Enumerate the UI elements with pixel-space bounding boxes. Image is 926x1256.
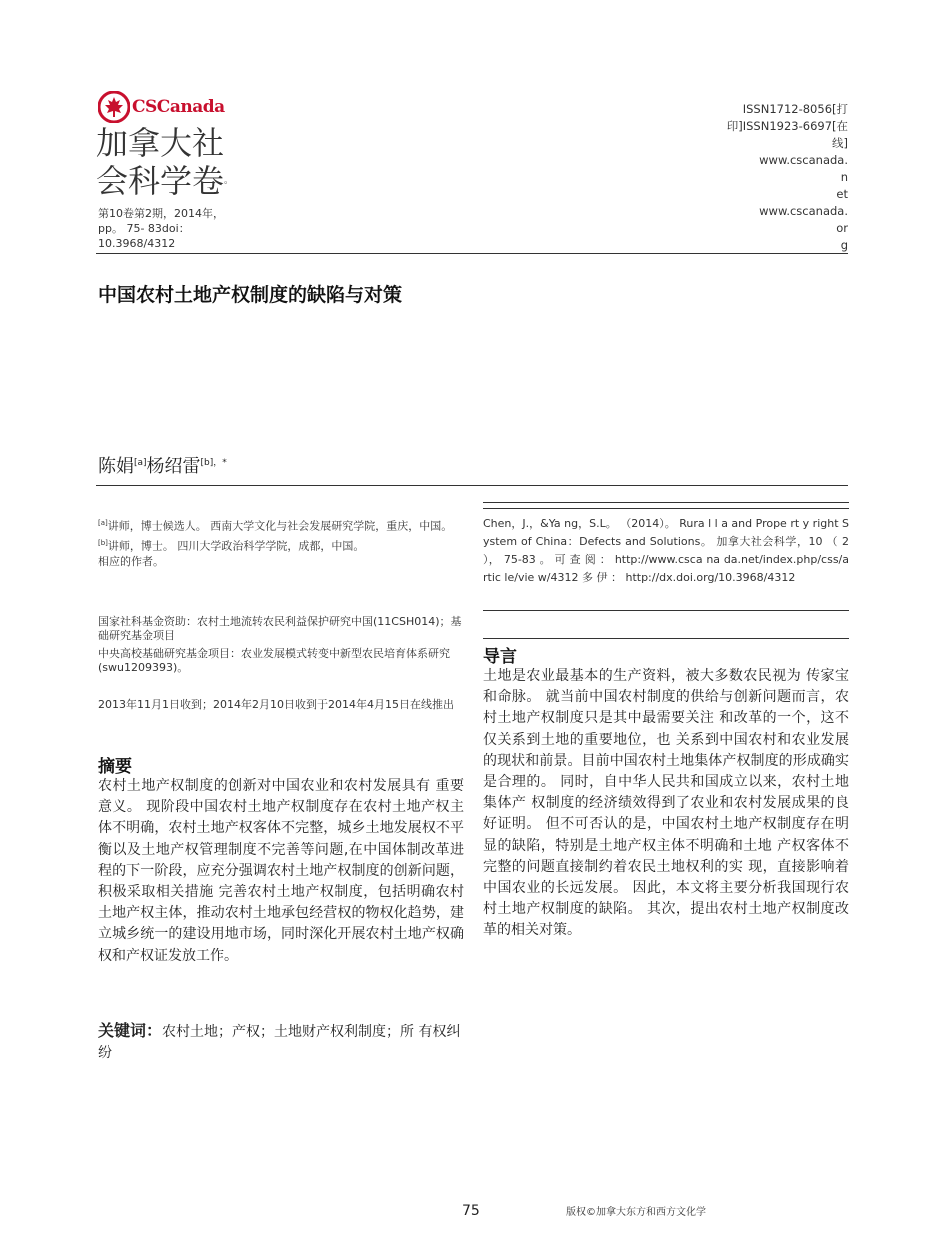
website-link[interactable]: www.cscanada.: [759, 153, 848, 167]
volume-info: 第10卷第2期，2014年，: [98, 207, 224, 220]
authors-divider: [96, 485, 848, 486]
author-affil-mark: [b]，*: [200, 458, 227, 468]
citation-divider-top: [483, 502, 849, 503]
keywords-label: 关键词：: [98, 1021, 163, 1040]
author-affil-mark: [a]: [134, 458, 147, 468]
article-title: 中国农村土地产权制度的缺陷与对策: [98, 284, 403, 306]
keywords-text: 农村土地；产权；土地财产权利制度；所 有权纠纷: [98, 1024, 461, 1061]
issn-line: 线]: [832, 136, 848, 150]
website-link[interactable]: n: [840, 170, 848, 184]
received-dates: 2013年11月1日收到；2014年2月10日收到于2014年4月15日在线推出: [98, 698, 454, 711]
citation-divider-top-2: [483, 508, 849, 509]
website-link[interactable]: www.cscanada.: [759, 204, 848, 218]
journal-name-line1: 加拿大社: [96, 124, 225, 162]
funding: [98, 615, 464, 679]
introduction-body: 土地是农业最基本的生产资料，被大多数农民视为 传家宝和命脉。 就当前中国农村制度的供给与创新问题而言，农村土地产权制度只是其中最需要关注 和改革的一个，这不仅关系到土地的重要地位，也 关系到中国农村和农业发展的现状和前景。目前中国农村土地集体产权制度的形成确实是合理的。 同时，自中华人民共和国成立以来，农村土地集体产 权制度的经济绩效得到了农业和农村发展成果的良 好证明。 但不可否认的是，中国农村土地产权制度存在明显的缺陷，特别是土地产权主体不明确和土地 产权客体不完整的问题直接制约着农民土地权利的实 现，直接影响着中国农业的长远发展。 因此，本文将主要分析我国现行农村土地产权制度的缺陷。 其次，提出农村土地产权制度改革的相关对策。: [483, 668, 849, 939]
publisher-logo: [98, 90, 238, 124]
funding-item: 国家社科基金资助：农村土地流转农民利益保护研究中国(11CSH014)；基础研究基金项目: [98, 615, 462, 642]
citation-divider-bottom: [483, 610, 849, 611]
pages-info: pp。 75- 83doi：: [98, 222, 190, 235]
copyright: 版权©加拿大东方和西方文化学: [566, 1207, 706, 1218]
citation: Chen，J.，&Ya ng，S.L。 （2014）。 Rura l l a and Prope rt y right System of China：Defects and Solutions。 加拿大社会科学，10 （ 2 ）， 75-83 。 可 查 阅 ： http://www.csca na da.net/index.php/css/artic le/vie w/4312 多 伊 ： http://dx.doi.org/10.3968/4312: [483, 517, 849, 584]
journal-name-line2: 会科学卷: [96, 162, 225, 200]
affil-mark: [a]: [98, 519, 108, 527]
abstract-body: 农村土地产权制度的创新对中国农业和农村发展具有 重要意义。 现阶段中国农村土地产权制度存在农村土地产权主体不明确，农村土地产权客体不完整，城乡土地发展权不平衡以及土地产权管理制度不完善等问题,在中国体制改革进程的下一阶段，应充分强调农村土地产权制度的创新问题，积极采取相关措施 完善农村土地产权制度，包括明确农村土地产权主体，推动农村土地承包经营权的物权化趋势，建立城乡统一的建设用地市场，同时深化开展农村土地产权确权和产权证发放工作。: [98, 778, 464, 964]
doi: 10.3968/4312: [98, 237, 176, 250]
authors: [98, 452, 227, 478]
author-name: 陈娟: [98, 456, 134, 477]
affil-mark: [b]: [98, 538, 108, 547]
affiliations: [98, 515, 464, 570]
intro-divider: [483, 638, 849, 639]
header-divider: [96, 253, 848, 254]
website-link[interactable]: or: [836, 221, 848, 235]
journal-name: [96, 124, 246, 200]
page-number: 75: [462, 1203, 480, 1219]
maple-leaf-logo-icon: [98, 91, 130, 123]
issn-line: 印]ISSN1923-6697[在: [726, 119, 848, 133]
issn-block: [700, 101, 848, 254]
keywords: [98, 1020, 464, 1064]
journal-issue-info: [98, 206, 258, 251]
abstract-heading: 摘要: [98, 757, 132, 777]
corresponding-author-note: 相应的作者。: [98, 555, 164, 569]
affiliation-a: 讲师，博士候选人。 西南大学文化与社会发展研究学院，重庆，中国。: [107, 519, 453, 533]
issn-line: ISSN1712-8056[打: [742, 102, 848, 116]
website-link[interactable]: et: [836, 187, 848, 201]
author-name: 杨绍雷: [146, 456, 201, 477]
affiliation-b: 讲师，博士。 四川大学政治科学学院，成都，中国。: [107, 539, 365, 553]
journal-name-mark: 。: [224, 176, 234, 186]
funding-item: 中央高校基础研究基金项目：农业发展模式转变中新型农民培育体系研究(swu1209393)。: [98, 647, 450, 674]
introduction-heading: 导言: [483, 647, 517, 667]
website-link[interactable]: g: [840, 238, 848, 252]
logo-text: CSCanada: [132, 97, 225, 117]
